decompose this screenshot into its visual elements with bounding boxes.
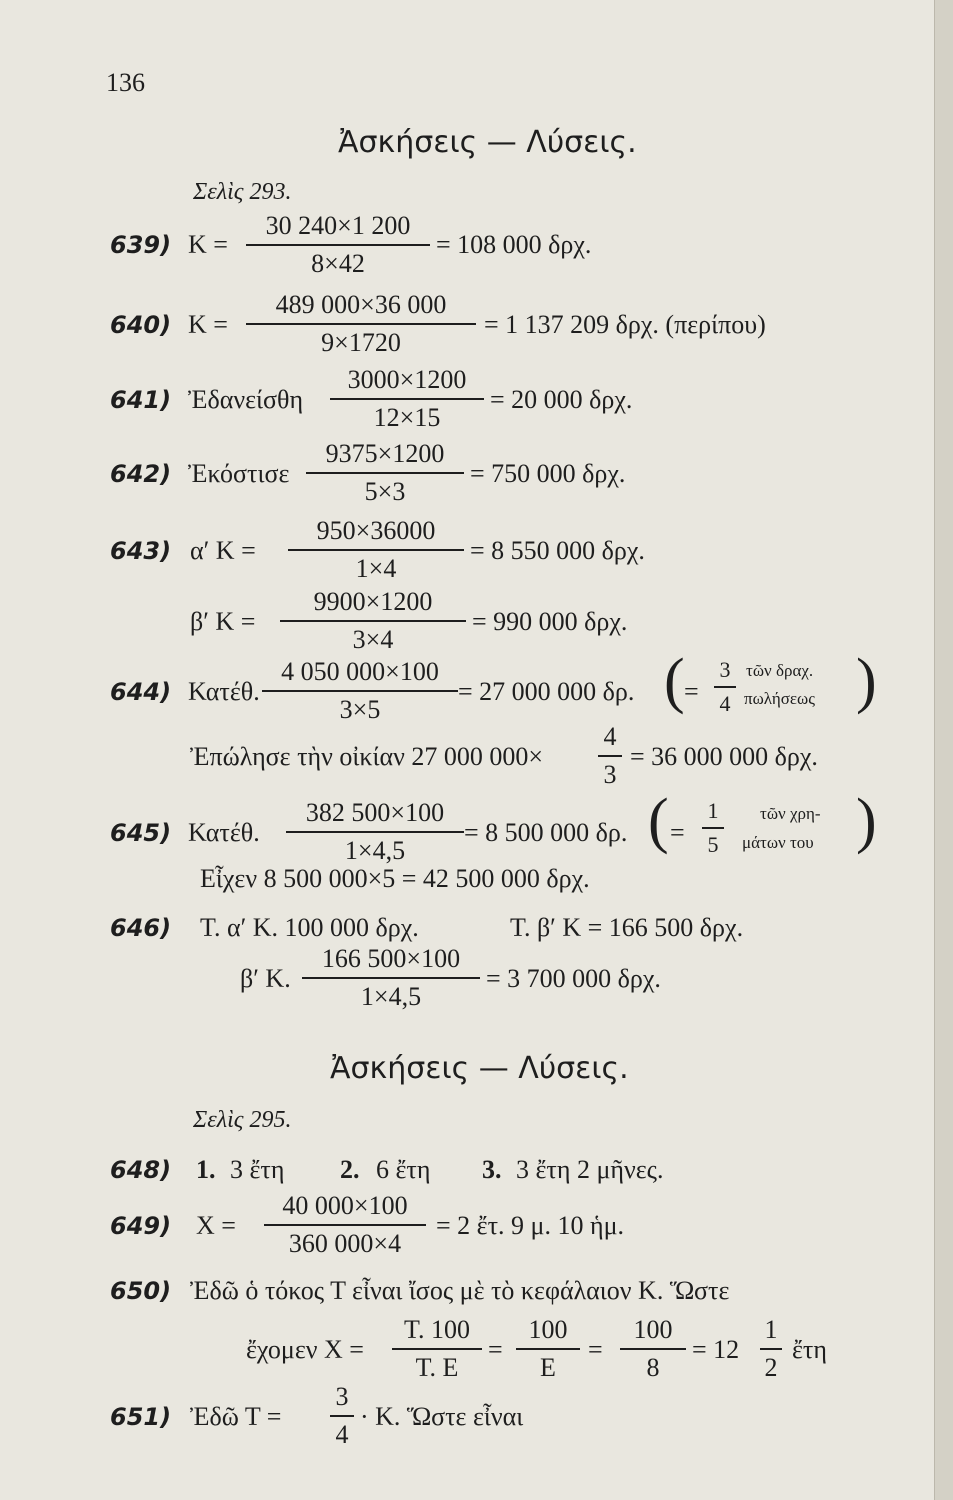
left-paren: ( [648, 787, 669, 855]
fraction [306, 441, 464, 505]
statement: Τ. α′ Κ. 100 000 δρχ. [200, 913, 419, 942]
numerator: 3 [335, 1382, 349, 1411]
denominator: 1×4,5 [360, 982, 422, 1011]
section-title: Ἀσκήσεις — Λύσεις. [330, 1051, 629, 1086]
exercise-number: 651) [110, 1403, 172, 1431]
fraction [302, 946, 480, 1010]
equation-result: = 750 000 δρχ. [470, 459, 626, 488]
section-subtitle: Σελὶς 295. [193, 1107, 292, 1133]
equation-lhs: α′ Κ = [190, 536, 256, 565]
equation-lhs: Ἐκόστισε [188, 459, 290, 488]
denominator: 5×3 [364, 477, 406, 506]
denominator: Ε [540, 1353, 556, 1382]
section-subtitle: Σελὶς 293. [193, 179, 292, 205]
numerator: 100 [528, 1315, 568, 1344]
equation-result: = 12 [692, 1335, 740, 1364]
fraction [286, 800, 464, 864]
numerator: 4 [603, 722, 617, 751]
equation-result: = 3 700 000 δρχ. [486, 964, 661, 993]
exercise-number: 642) [110, 460, 172, 488]
part-answer: 3 ἔτη 2 μῆνες. [516, 1155, 664, 1184]
denominator: 8×42 [311, 249, 365, 278]
denominator: Τ. Ε [415, 1353, 459, 1382]
exercise-number: 648) [110, 1156, 172, 1184]
part-number: 2. [340, 1155, 360, 1184]
equation-result: = 36 000 000 δρχ. [630, 742, 818, 771]
part-number: 1. [196, 1155, 216, 1184]
denominator: 1×4,5 [344, 836, 406, 865]
denominator: 360 000×4 [288, 1229, 402, 1258]
denominator: 5 [707, 832, 719, 857]
fraction [280, 589, 466, 653]
numerator: 3 [719, 657, 731, 682]
note-text: τῶν δραχ. [746, 661, 814, 680]
left-paren: ( [664, 647, 685, 715]
equation-lhs: Ἐδῶ Τ = [190, 1402, 282, 1431]
denominator: 1×4 [355, 554, 397, 583]
denominator: 3×4 [352, 625, 394, 654]
numerator: 489 000×36 000 [275, 290, 447, 319]
exercise-number: 640) [110, 311, 172, 339]
numerator: 166 500×100 [321, 944, 461, 973]
fraction [516, 1317, 580, 1381]
fraction [598, 724, 622, 788]
fraction [620, 1317, 686, 1381]
numerator: 40 000×100 [282, 1191, 408, 1220]
exercise-number: 649) [110, 1212, 172, 1240]
fraction [246, 213, 430, 277]
numerator: 9900×1200 [313, 587, 433, 616]
exercise-number: 650) [110, 1277, 172, 1305]
equation-result: = 2 ἔτ. 9 μ. 10 ἡμ. [436, 1211, 625, 1240]
note-text: τῶν χρη- [760, 804, 821, 823]
numerator: 30 240×1 200 [265, 211, 411, 240]
fraction [264, 1193, 426, 1257]
fraction [392, 1317, 482, 1381]
equation-result: = 27 000 000 δρ. [458, 677, 635, 706]
numerator: Τ. 100 [404, 1315, 470, 1344]
denominator: 3×5 [339, 695, 381, 724]
equals-sign: = [588, 1335, 603, 1364]
fraction [262, 659, 458, 723]
note-text: πωλήσεως [744, 689, 815, 708]
note-text: μάτων του [742, 833, 814, 852]
fraction [702, 800, 724, 856]
note-equals: = [684, 677, 699, 706]
fraction [330, 1384, 354, 1448]
part-number: 3. [482, 1155, 502, 1184]
numerator: 4 050 000×100 [281, 657, 439, 686]
statement: Ἐδῶ ὁ τόκος Τ εἶναι ἴσος μὲ τὸ κεφάλαιον Κ. Ὥστε [190, 1276, 730, 1305]
equation-lhs: Χ = [196, 1211, 236, 1240]
fraction [714, 659, 736, 715]
numerator: 1 [707, 798, 719, 823]
equation-lhs: β′ Κ = [190, 607, 256, 636]
exercise-number: 643) [110, 537, 172, 565]
equation-result: = 8 500 000 δρ. [464, 818, 628, 847]
numerator: 1 [764, 1315, 778, 1344]
equation-result: = 1 137 209 δρχ. (περίπου) [484, 310, 766, 339]
exercise-number: 639) [110, 231, 172, 259]
statement: · Κ. Ὥστε εἶναι [360, 1402, 524, 1431]
denominator: 12×15 [373, 403, 441, 432]
fraction [760, 1317, 782, 1381]
note-equals: = [670, 818, 685, 847]
statement: Εἶχεν 8 500 000×5 = 42 500 000 δρχ. [200, 864, 590, 893]
part-answer: 3 ἔτη [230, 1155, 285, 1184]
statement: Ἐπώλησε τὴν οἰκίαν 27 000 000× [190, 742, 544, 771]
numerator: 3000×1200 [347, 365, 467, 394]
equation-result: = 108 000 δρχ. [436, 230, 592, 259]
equation-result: = 20 000 δρχ. [490, 385, 633, 414]
denominator: 3 [603, 760, 617, 789]
statement: Τ. β′ Κ = 166 500 δρχ. [510, 913, 744, 942]
part-answer: 6 ἔτη [376, 1155, 431, 1184]
equation-result: = 990 000 δρχ. [472, 607, 628, 636]
numerator: 9375×1200 [325, 439, 445, 468]
equation-lhs: ἔχομεν Χ = [246, 1335, 364, 1364]
equation-lhs: Κ = [188, 230, 228, 259]
equation-result: = 8 550 000 δρχ. [470, 536, 645, 565]
numerator: 950×36000 [316, 516, 436, 545]
page-number: 136 [106, 68, 145, 97]
equation-lhs: β′ Κ. [240, 964, 291, 993]
equation-lhs: Κατέθ. [188, 818, 260, 847]
numerator: 100 [633, 1315, 673, 1344]
denominator: 8 [646, 1353, 660, 1382]
denominator: 4 [719, 691, 731, 716]
denominator: 9×1720 [321, 328, 401, 357]
page-edge [934, 0, 953, 1500]
equation-lhs: Ἐδανείσθη [188, 385, 304, 414]
fraction [246, 292, 476, 356]
right-paren: ) [856, 787, 877, 855]
section-title: Ἀσκήσεις — Λύσεις. [338, 125, 637, 160]
denominator: 2 [764, 1353, 778, 1382]
equals-sign: = [488, 1335, 503, 1364]
exercise-number: 645) [110, 819, 172, 847]
right-paren: ) [856, 647, 877, 715]
equation-lhs: Κ = [188, 310, 228, 339]
denominator: 4 [335, 1420, 349, 1449]
exercise-number: 641) [110, 386, 172, 414]
exercise-number: 646) [110, 914, 172, 942]
exercise-number: 644) [110, 678, 172, 706]
fraction [288, 518, 464, 582]
numerator: 382 500×100 [305, 798, 445, 827]
statement: ἔτη [792, 1335, 827, 1364]
fraction [330, 367, 484, 431]
equation-lhs: Κατέθ. [188, 677, 260, 706]
